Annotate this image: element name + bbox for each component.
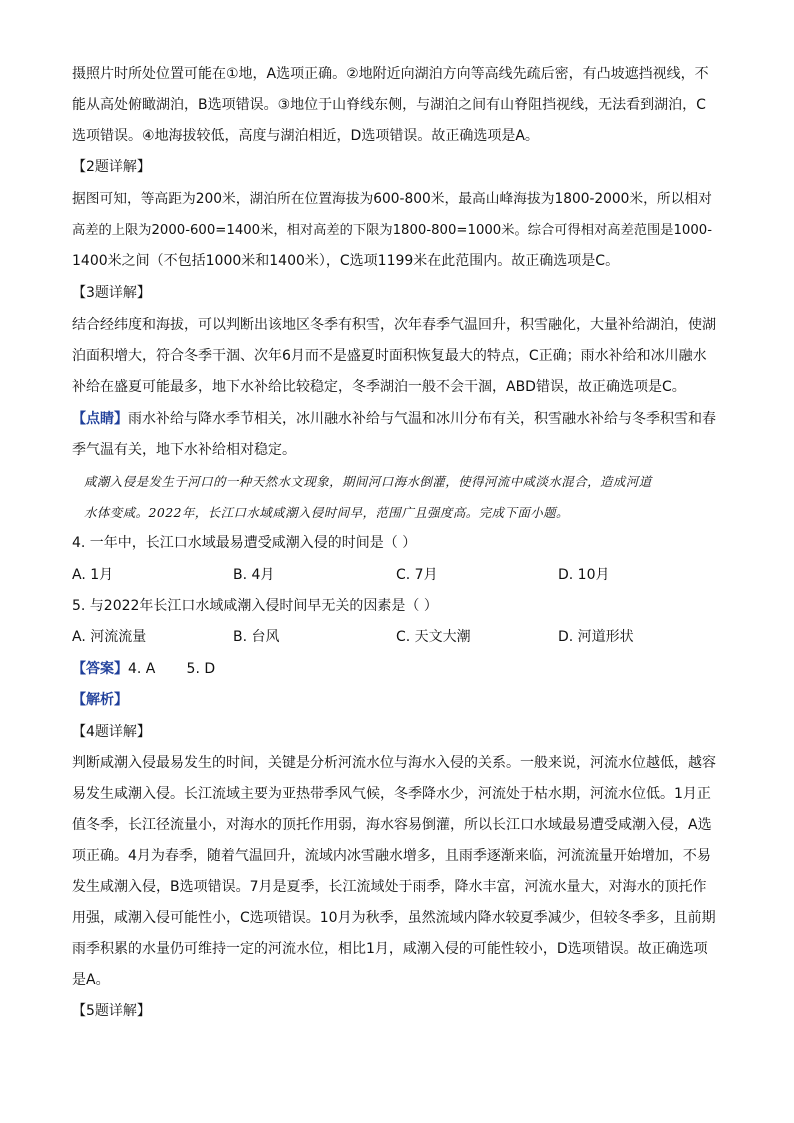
dianjing-paragraph [72, 404, 722, 466]
text-line: 结合经纬度和海拔，可以判断出该地区冬季有积雪，次年春季气温回升，积雪融化，大量补给湖泊，使湖 [72, 317, 716, 333]
text-line: 雨季积累的水量仍可维持一定的河流水位，相比1月，咸潮入侵的可能性较小，D选项错误。故正确选项 [72, 941, 708, 957]
text-line: 摄照片时所处位置可能在①地，A选项正确。②地附近向湖泊方向等高线先疏后密，有凸坡遮挡视线，不 [72, 66, 709, 82]
text-line: 高差的上限为2000-600=1400米，相对高差的下限为1800-800=1000米。综合可得相对高差范围是1000- [72, 223, 712, 238]
text-line: 判断咸潮入侵最易发生的时间，关键是分析河流水位与海水入侵的关系。一般来说，河流水位越低，越容 [72, 755, 716, 771]
text-line: 值冬季，长江径流量小，对海水的顶托作用弱，海水容易倒灌，所以长江口水域最易遭受咸潮入侵，A选 [72, 817, 712, 833]
q2-paragraph [72, 184, 722, 277]
analysis-heading: 【解析】 [72, 692, 128, 708]
q5-option-b: B. 台风 [233, 629, 280, 645]
text-line: 咸潮入侵是发生于河口的一种天然水文现象，期间河口海水倒灌，使得河流中咸淡水混合，造成河道 [84, 474, 652, 489]
q4-heading: 【4题详解】 [72, 724, 151, 740]
q2-heading: 【2题详解】 [72, 159, 151, 175]
text-line: 易发生咸潮入侵。长江流域主要为亚热带季风气候，冬季降水少，河流处于枯水期，河流水位低。1月正 [72, 786, 711, 802]
q4-option-b: B. 4月 [233, 567, 275, 583]
intro-paragraph [72, 59, 722, 152]
text-line: 水体变咸。2022年，长江口水域咸潮入侵时间早，范围广且强度高。完成下面小题。 [84, 505, 569, 520]
q3-paragraph [72, 310, 722, 403]
answer-line [72, 654, 215, 685]
q3-heading: 【3题详解】 [72, 285, 151, 301]
question-5-stem: 5. 与2022年长江口水域咸潮入侵时间早无关的因素是（ ） [72, 598, 438, 614]
q5-option-d: D. 河道形状 [558, 629, 634, 645]
text-line: 是A。 [72, 972, 110, 988]
q5-heading: 【5题详解】 [72, 1003, 151, 1019]
q5-option-c: C. 天文大潮 [396, 629, 471, 645]
q4-option-a: A. 1月 [72, 567, 114, 583]
q5-option-a: A. 河流流量 [72, 629, 147, 645]
dianjing-label: 【点睛】 [72, 411, 128, 427]
text-line: 选项错误。④地海拔较低，高度与湖泊相近，D选项错误。故正确选项是A。 [72, 128, 539, 144]
text-line: 项正确。4月为春季，随着气温回升，流域内冰雪融水增多，且雨季逐渐来临，河流流量开始增加，不易 [72, 848, 711, 864]
q4-paragraph [72, 748, 722, 996]
text-line [72, 404, 722, 435]
text-line: 补给在盛夏可能最多，地下水补给比较稳定，冬季湖泊一般不会干涸，ABD错误，故正确选项是C。 [72, 379, 686, 395]
question-4-stem: 4. 一年中，长江口水域最易遭受咸潮入侵的时间是（ ） [72, 535, 417, 551]
dianjing-text: 雨水补给与降水季节相关，冰川融水补给与气温和冰川分布有关，积雪融水补给与冬季积雪和春 [128, 411, 716, 427]
text-line: 泊面积增大，符合冬季干涸、次年6月而不是盛夏时面积恢复最大的特点，C正确；雨水补给和冰川融水 [72, 348, 707, 364]
text-line: 能从高处俯瞰湖泊，B选项错误。③地位于山脊线东侧，与湖泊之间有山脊阻挡视线，无法看到湖泊，C [72, 97, 706, 113]
material-paragraph [84, 466, 724, 528]
text-line: 1400米之间（不包括1000米和1400米），C选项1199米在此范围内。故正确选项是C。 [72, 253, 620, 269]
q4-option-c: C. 7月 [396, 567, 438, 583]
text-line: 用强，咸潮入侵可能性小，C选项错误。10月为秋季，虽然流域内降水较夏季减少，但较冬季多，且前期 [72, 910, 716, 926]
text-line: 发生咸潮入侵，B选项错误。7月是夏季，长江流域处于雨季，降水丰富，河流水量大，对海水的顶托作 [72, 879, 707, 895]
answer-label: 【答案】 [72, 661, 128, 677]
text-line: 季气温有关，地下水补给相对稳定。 [72, 442, 296, 458]
text-line: 据图可知，等高距为200米，湖泊所在位置海拔为600-800米，最高山峰海拔为1800-2000米，所以相对 [72, 191, 712, 207]
answer-text: 4. A 5. D [128, 661, 216, 677]
q4-option-d: D. 10月 [558, 567, 610, 583]
